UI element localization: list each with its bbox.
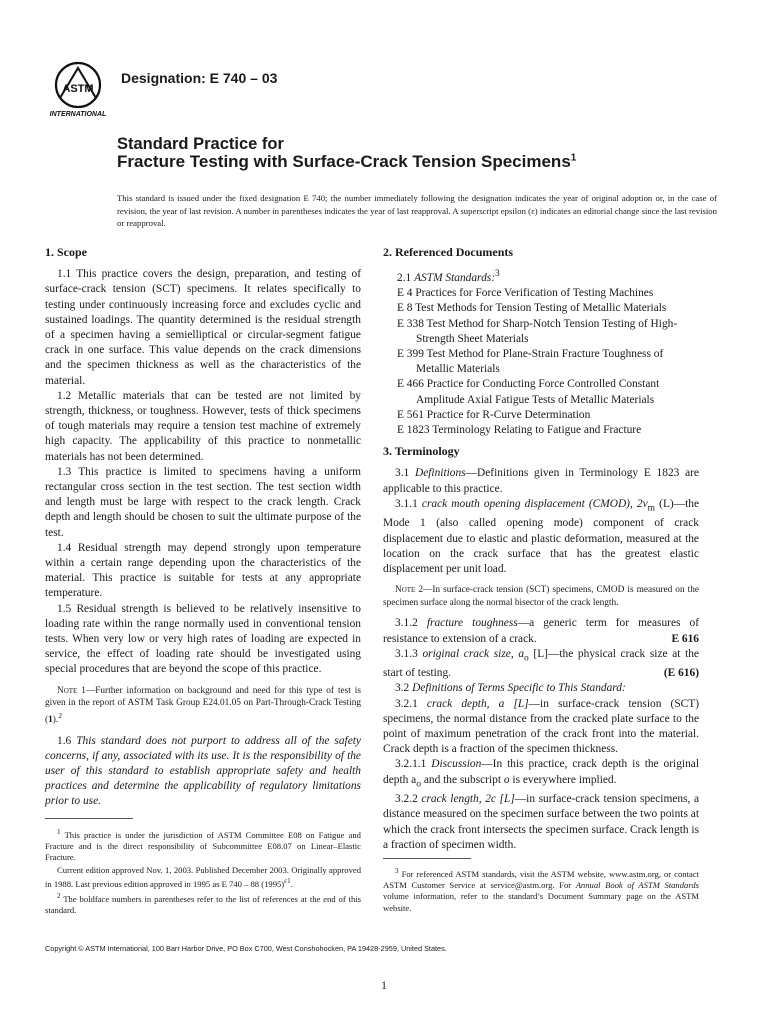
footnote-1b-text: Current edition approved Nov. 1, 2003. Published December 2003. Originally approved in 1988. Last previous edition approved in 1995 as E 740 – 88 (1995)	[45, 864, 361, 889]
p3-2-1-1-o: o	[503, 773, 510, 786]
paragraph-3-2-2	[383, 792, 699, 853]
note-1-ref: 1	[48, 714, 53, 725]
designation: Designation: E 740 – 03	[121, 70, 278, 86]
paragraph-2-1-sup: 3	[495, 269, 500, 280]
logo-letters: ASTM	[62, 83, 94, 95]
p3-1-num: 3.1	[395, 467, 415, 480]
p3-2-1-text: —in surface-crack tension (SCT) specimens, the normal distance from the cracked plate surface to the point of maximum penetration of the crack front into the material. Crack depth is a fraction of the specimen thickness.	[383, 697, 699, 756]
footnote-right	[383, 866, 699, 915]
left-column	[45, 245, 361, 810]
p3-2-num: 3.2	[395, 682, 413, 695]
p3-2-1-1-term: Discussion	[431, 758, 482, 771]
p3-2-2-term: crack length, 2c [L]	[421, 793, 515, 806]
note-2	[383, 584, 699, 609]
footnote-rule-right	[383, 858, 471, 859]
paragraph-1-4: 1.4 Residual strength may depend strongly upon temperature within a certain range depending upon the characteristics of the material. This practice is suitable for tests at any appropriate temperature.	[45, 541, 361, 600]
note-1-text: 1—Further information on background and need for this type of test is given in the report of ASTM Task Group E24.01.05 on Part-Through-Crack Testing (	[45, 685, 361, 725]
p3-1-1-sub: m	[647, 503, 656, 514]
p3-1-3-text: [L]—the physical crack size at the start of testing.	[383, 647, 699, 680]
note-1	[45, 685, 361, 727]
paragraph-1-6	[45, 734, 361, 810]
p3-2-1-term: crack depth, a [L]	[426, 697, 529, 710]
terminology-heading: 3. Terminology	[383, 444, 460, 459]
p3-2-1-1-num: 3.2.1.1	[395, 758, 432, 771]
astm-logo	[38, 58, 118, 120]
ref-item: E 8 Test Methods for Tension Testing of Metallic Materials	[397, 302, 667, 315]
footnote-2-sup: 2	[57, 892, 61, 901]
p3-1-2-text: —a generic term for measures of resistance to extension of a crack.	[383, 617, 699, 645]
p3-1-1-term: crack mouth opening displacement (CMOD), 2v	[421, 497, 648, 510]
ref-item: E 4 Practices for Force Verification of Testing Machines	[397, 287, 654, 300]
p3-2-1-1-text-2: and the subscript	[420, 773, 504, 786]
ref-item: E 399 Test Method for Plane-Strain Fracture Toughness of Metallic Materials	[397, 348, 664, 376]
p3-1-3-num: 3.1.3	[395, 647, 423, 660]
p3-1-1-text: (L)—the Mode 1 (also called opening mode) component of crack displacement due to elastic and plastic deformation, measured at the location on the crack surface that has the greatest elastic displacement per unit load.	[383, 497, 700, 575]
p3-2-1-1-text: —In this practice, crack depth is the original depth a	[383, 758, 699, 786]
p3-1-2-ref: E 616	[671, 632, 699, 645]
paragraph-3-2	[383, 681, 699, 696]
paragraph-1-6-num: 1.6	[57, 734, 77, 747]
p3-1-2-term: fracture toughness	[426, 617, 518, 630]
referenced-heading: 2. Referenced Documents	[383, 245, 514, 259]
paragraph-1-2: 1.2 Metallic materials that can be tested are not limited by strength, thickness, or toughness. However, tests of thick specimens of tough materials may require a tension test machine of extremely high capacity. The applicability of this practice to nonmetallic materials has not been determined.	[45, 389, 361, 463]
ref-item: E 1823 Terminology Relating to Fatigue and Fracture	[397, 424, 642, 437]
p3-1-1-num: 3.1.1	[395, 497, 422, 510]
footnote-3-text-b: Annual Book of ASTM Standards	[575, 880, 699, 891]
paragraph-2-1	[383, 267, 699, 286]
paragraph-1-3: 1.3 This practice is limited to specimens having a uniform rectangular cross section in the test section. The test section width and length must be large with respect to the crack length. Crack depth and length should be chosen to suit the ultimate purpose of the test.	[45, 465, 361, 539]
title-line-2	[117, 152, 576, 172]
footnote-1-sup: 1	[57, 828, 61, 836]
note-2-text: 2—In surface-crack tension (SCT) specimens, CMOD is measured on the specimen surface along the normal bisector of the crack length.	[383, 585, 699, 608]
paragraph-3-2-1-1	[383, 757, 699, 792]
p3-2-term: Definitions of Terms Specific to This Standard:	[412, 682, 626, 695]
footnote-2-text: The boldface numbers in parentheses refer to the list of references at the end of this standard.	[45, 894, 361, 916]
title-footnote-marker: 1	[570, 152, 577, 164]
right-column	[383, 245, 699, 853]
footnote-3	[383, 866, 699, 914]
p3-2-2-text: —in surface-crack tension specimens, a distance measured on the specimen surface between the two points at which the crack front intersects the specimen surface. Crack length is a fraction of specimen width.	[383, 793, 700, 851]
p3-1-2-num: 3.1.2	[395, 617, 427, 630]
title-line-1: Standard Practice for	[117, 135, 284, 153]
copyright-notice: Copyright © ASTM International, 100 Barr Harbor Drive, PO Box C700, West Conshohocken, PA 19428-2959, United States.	[45, 944, 447, 953]
logo-caption: INTERNATIONAL	[49, 111, 107, 118]
paragraph-3-1	[383, 466, 699, 496]
ref-item: E 466 Practice for Conducting Force Controlled Constant Amplitude Axial Fatigue Tests of Metallic Materials	[397, 378, 660, 406]
page-number: 1	[381, 980, 387, 992]
paragraph-1-1: 1.1 This practice covers the design, preparation, and testing of surface-crack tension (SCT) specimens. It relates specifically to testing under continuously increasing force and excludes cyclic and sustained loadings. The quantity determined is the residual strength of a specimen having a semielliptical or circular-segment fatigue crack in one surface. This value depends on the crack dimensions and the specimen thickness as well as the characteristics of the material.	[45, 268, 361, 387]
paragraph-1-5: 1.5 Residual strength is believed to be relatively insensitive to loading rate within the range normally used in conventional tension tests. When very low or very high rates of loading are expected in service, the effect of loading rate should be investigated using special procedures that are beyond the scope of this practice.	[45, 602, 361, 676]
p3-2-1-1-sub: o	[416, 778, 421, 789]
footnote-3-text-a: For referenced ASTM standards, visit the ASTM website, www.astm.org, or contact ASTM Customer Service at service@astm.org. For	[383, 868, 699, 891]
standard-intro: This standard is issued under the fixed designation E 740; the number immediately following the designation indicates the year of original adoption or, in the case of revision, the year of last revision. A number in parentheses indicates the year of last reapproval. A superscript epsilon (ε) indicates an editorial change since the last revision or reapproval.	[117, 193, 717, 228]
p3-1-3-sub: o	[524, 653, 529, 664]
paragraph-1-6-text: This standard does not purport to address all of the safety concerns, if any, associated with its use. It is the responsibility of the user of this standard to establish appropriate safety and health practices and determine the applicability of regulatory limitations prior to use.	[45, 734, 361, 808]
paragraph-3-1-1	[383, 497, 699, 577]
title-text: Fracture Testing with Surface-Crack Tension Specimens	[117, 152, 571, 171]
footnote-3-text-c: volume information, refer to the standard’s Document Summary page on the ASTM website.	[383, 891, 699, 913]
p3-1-3-term: original crack size, a	[422, 647, 525, 660]
footnote-1-text: This practice is under the jurisdiction of ASTM Committee E08 on Fatigue and Fracture and is the direct responsibility of Subcommittee E08.07 on Linear–Elastic Fracture.	[45, 829, 361, 863]
footnote-3-sup: 3	[395, 867, 399, 875]
p3-1-text: —Definitions given in Terminology E 1823 are applicable to this practice.	[383, 467, 699, 495]
scope-heading: 1. Scope	[45, 245, 87, 259]
p3-2-2-num: 3.2.2	[395, 793, 422, 806]
p3-2-1-1-text-3: is everywhere implied.	[509, 773, 617, 786]
p3-1-3-ref: (E 616)	[663, 667, 699, 680]
footnote-rule-left	[45, 818, 133, 819]
footnote-1b: Current edition approved Nov. 1, 2003. Published December 2003. Originally approved in 1988. Last previous edition approved in 1995 as E 740 – 88 $(1995)^{\varepsilon 1}$.	[45, 864, 361, 889]
p3-1-term: Definitions	[414, 467, 466, 480]
footnotes-left	[45, 827, 361, 918]
ref-item: E 561 Practice for R-Curve Determination	[397, 408, 591, 421]
footnote-1	[45, 827, 361, 864]
note-1-sup: 2	[58, 710, 63, 720]
note-label: Note	[395, 585, 416, 596]
footnote-2	[45, 891, 361, 916]
paragraph-2-1-num: 2.1	[397, 272, 415, 284]
paragraph-3-2-1	[383, 697, 699, 758]
paragraph-2-1-text: ASTM Standards:	[414, 272, 495, 284]
note-1-end: ).	[52, 714, 59, 725]
note-label: Note	[57, 685, 78, 696]
ref-item: E 338 Test Method for Sharp-Notch Tension Testing of High-Strength Sheet Materials	[397, 317, 678, 345]
p3-2-1-num: 3.2.1	[395, 697, 427, 710]
footnote-1b-tail: ε1	[284, 877, 291, 886]
